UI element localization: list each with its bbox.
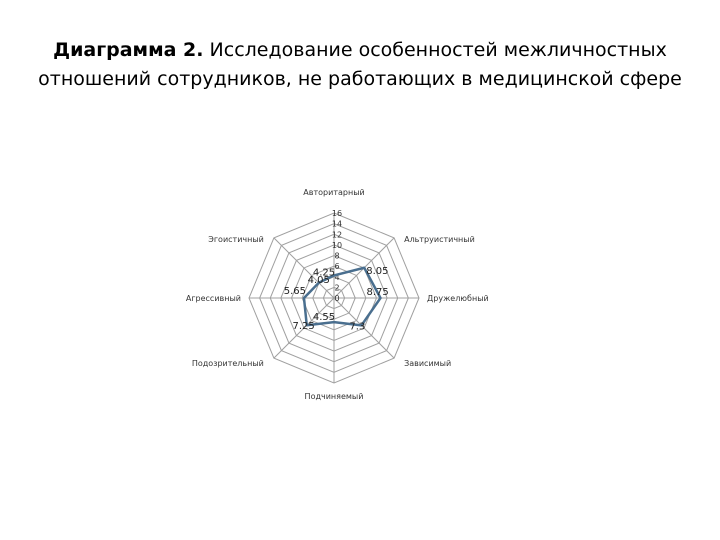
category-label: Подозрительный [191,359,264,369]
tick-label: 4 [334,272,340,282]
tick-label: 6 [334,262,340,272]
data-label: 7.25 [292,321,315,333]
data-label: 4.25 [312,267,336,279]
data-label: 5.65 [283,286,306,297]
data-label: 7.3 [349,321,366,333]
category-label: Альтруистичный [404,234,475,244]
category-label: Дружелюбный [427,294,489,303]
data-label: 4.55 [312,312,336,324]
category-label: Зависимый [404,359,452,369]
category-label: Агрессивный [185,294,241,303]
chart-title-lead: Диаграмма 2. [53,39,204,61]
tick-label: 2 [334,283,340,293]
tick-label: 0 [334,294,340,303]
tick-label: 16 [331,209,343,218]
tick-label: 10 [331,240,343,250]
category-label: Авторитарный [303,188,365,197]
data-label: 8.05 [366,265,389,277]
category-label: Эгоистичный [208,234,264,244]
data-label: 4.05 [307,274,330,286]
data-label: 8.75 [366,287,389,298]
chart-title-rest: Исследование особенностей межличностных отношений сотрудников, не работающих в медицинской сфере [38,39,682,90]
tick-label: 14 [331,219,343,229]
tick-label: 12 [331,230,343,240]
category-label: Подчиняемый [304,392,364,401]
tick-label: 8 [334,251,340,261]
